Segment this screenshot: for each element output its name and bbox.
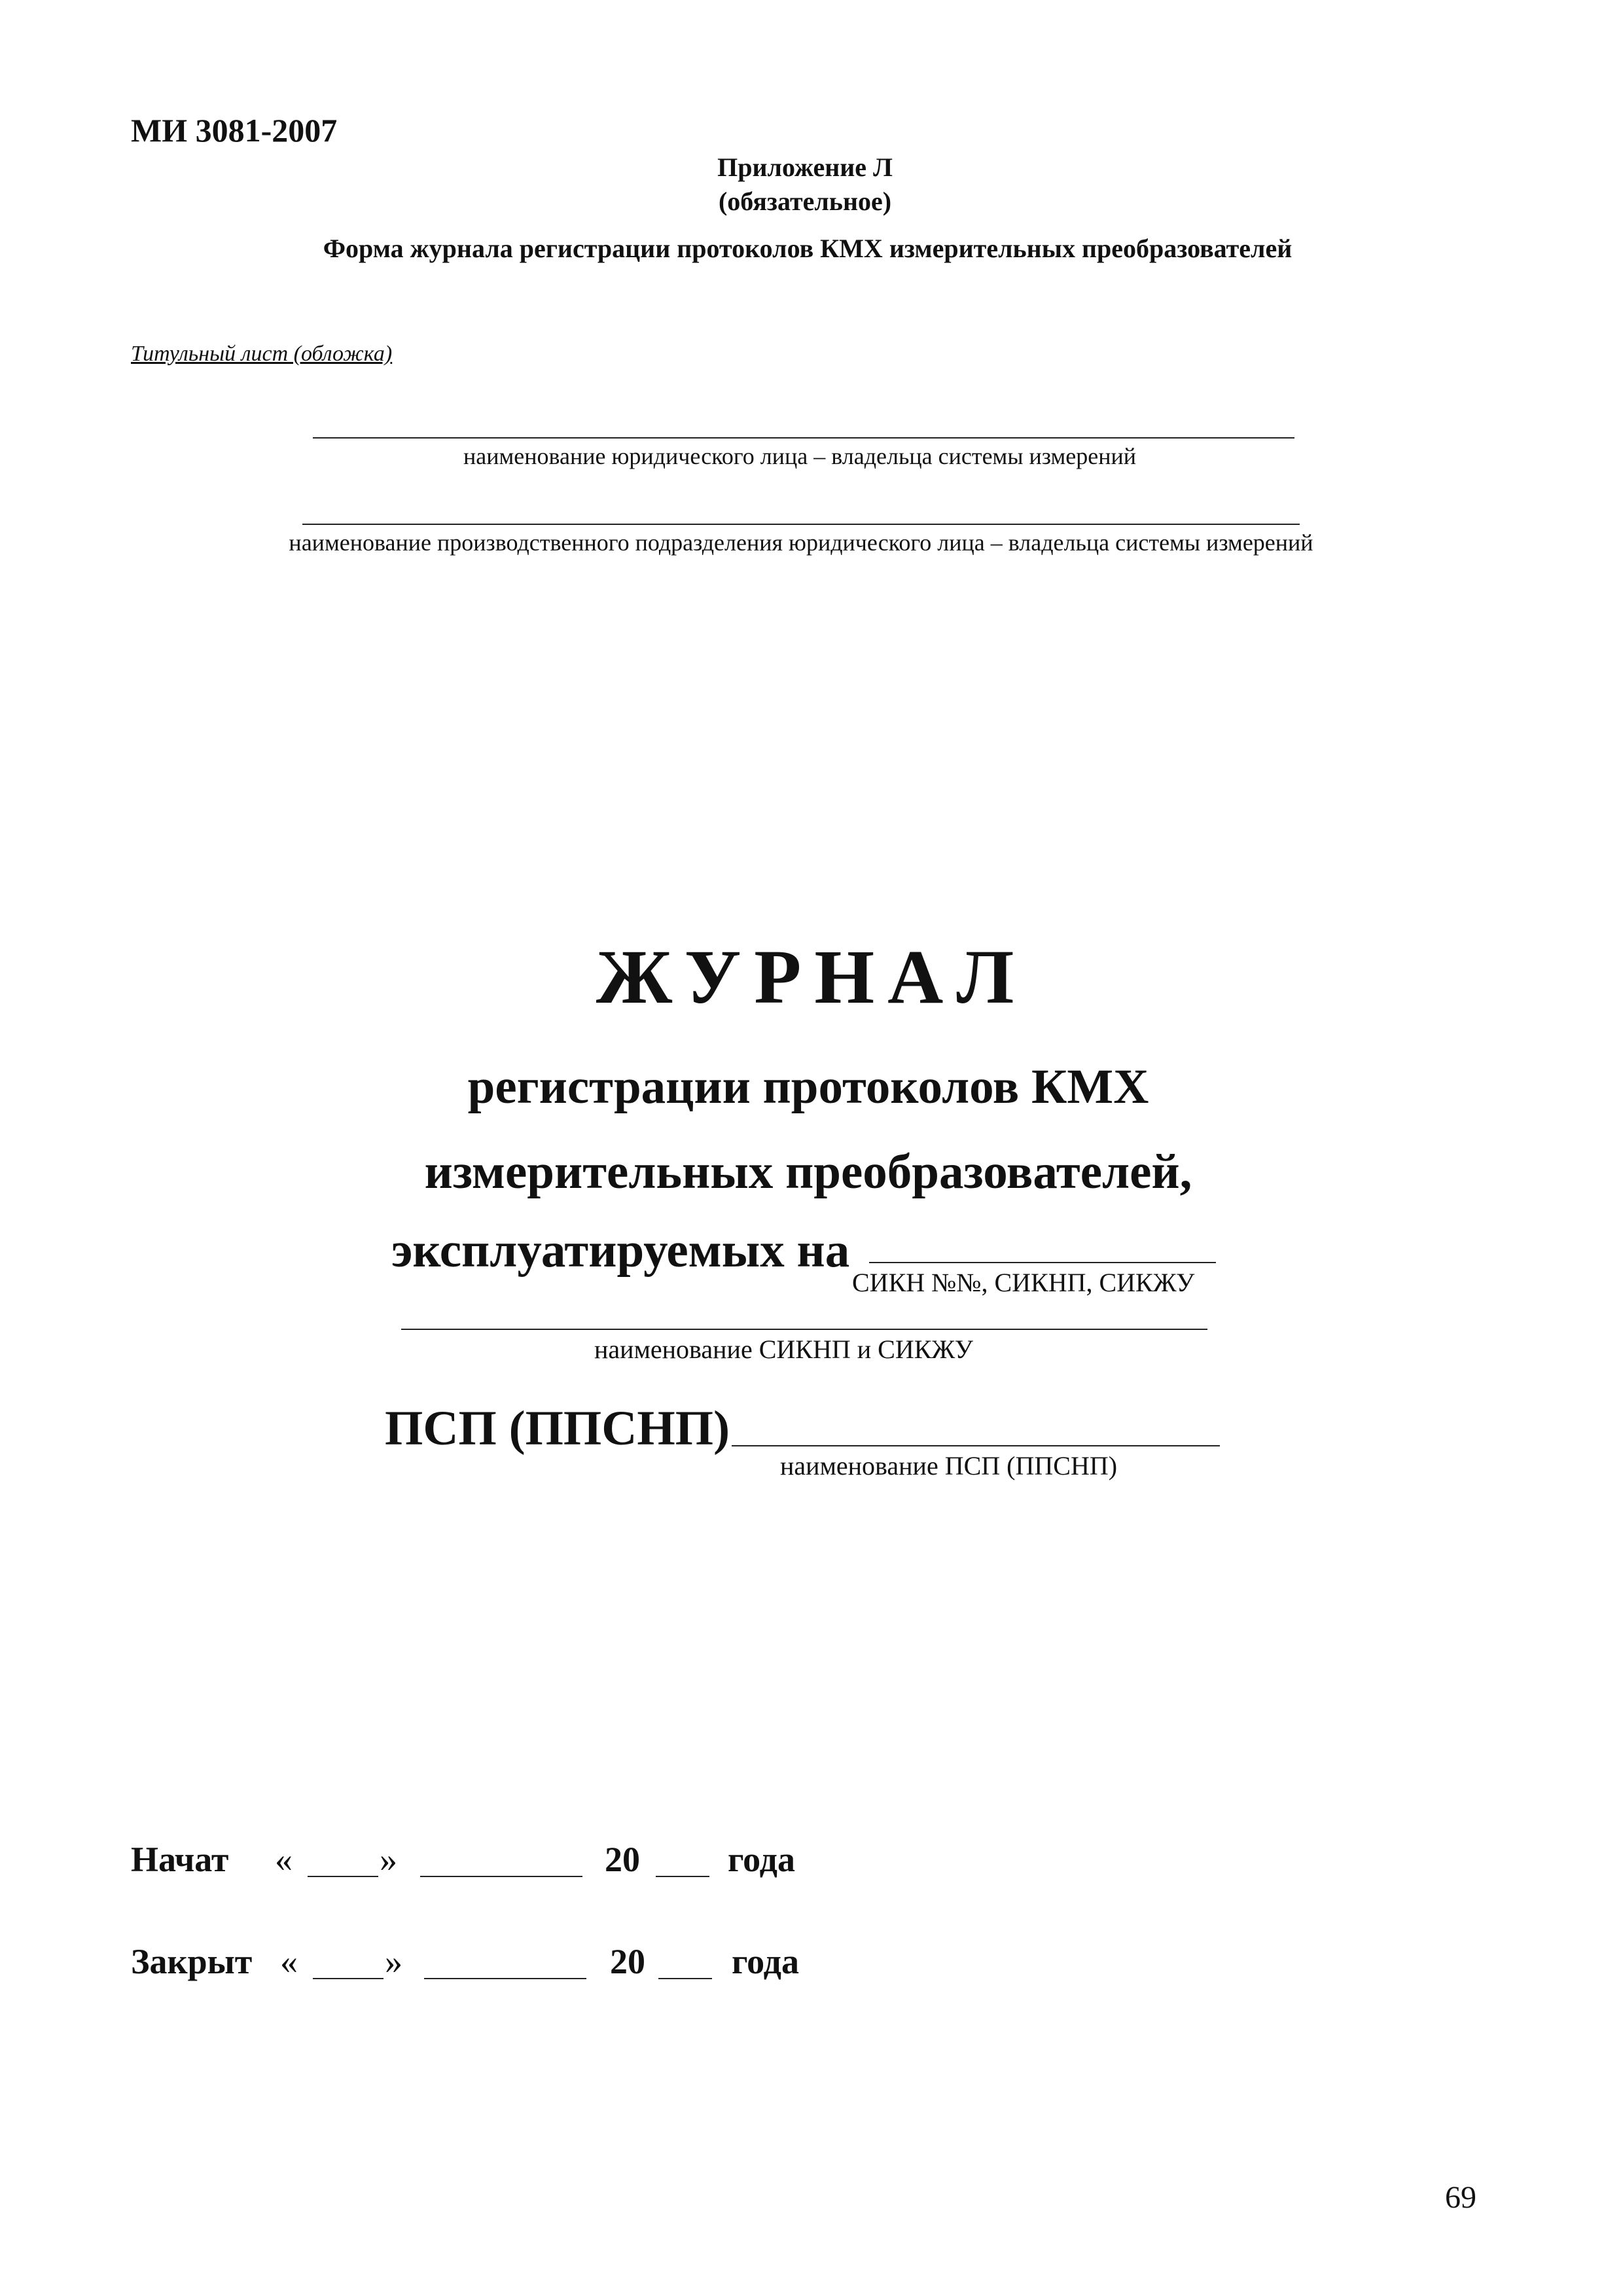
started-label: Начат xyxy=(131,1840,229,1879)
division-caption: наименование производственного подразделения юридического лица – владельца системы измерений xyxy=(289,529,1313,556)
closed-open-quote: « xyxy=(280,1942,298,1981)
started-year-line xyxy=(656,1876,709,1877)
document-code: МИ 3081-2007 xyxy=(131,112,338,149)
psp-caption: наименование ПСП (ППСНП) xyxy=(780,1451,1118,1480)
started-month-line xyxy=(420,1876,582,1877)
closed-year-word: года xyxy=(732,1942,799,1981)
legal-entity-line xyxy=(313,437,1294,439)
closed-year-line xyxy=(658,1978,712,1979)
closed-close-quote: » xyxy=(385,1942,402,1981)
started-open-quote: « xyxy=(275,1840,293,1879)
journal-subtitle-2: измерительных преобразователей, xyxy=(424,1145,1192,1199)
closed-century: 20 xyxy=(610,1942,645,1981)
division-line xyxy=(302,524,1300,525)
page-number: 69 xyxy=(1445,2180,1476,2215)
appendix-label: Приложение Л xyxy=(717,152,893,182)
sikn-line xyxy=(869,1262,1216,1263)
sikn-caption: СИКН №№, СИКНП, СИКЖУ xyxy=(852,1268,1195,1297)
journal-subtitle-3: эксплуатируемых на xyxy=(391,1223,850,1278)
started-close-quote: » xyxy=(380,1840,397,1879)
psp-label: ПСП (ППСНП) xyxy=(385,1401,730,1456)
appendix-status: (обязательное) xyxy=(718,187,892,216)
siknp-line xyxy=(401,1329,1207,1330)
siknp-caption: наименование СИКНП и СИКЖУ xyxy=(594,1335,973,1364)
form-title: Форма журнала регистрации протоколов КМХ измерительных преобразователей xyxy=(323,234,1293,263)
legal-entity-caption: наименование юридического лица – владельца системы измерений xyxy=(463,443,1137,469)
cover-label: Титульный лист (обложка) xyxy=(131,342,393,366)
started-day-line xyxy=(308,1876,378,1877)
closed-label: Закрыт xyxy=(131,1942,253,1981)
started-year-word: года xyxy=(728,1840,795,1879)
closed-day-line xyxy=(313,1978,383,1979)
psp-line xyxy=(732,1445,1220,1446)
journal-title: ЖУРНАЛ xyxy=(596,934,1027,1020)
closed-month-line xyxy=(424,1978,586,1979)
journal-subtitle-1: регистрации протоколов КМХ xyxy=(467,1060,1149,1114)
started-century: 20 xyxy=(605,1840,640,1879)
